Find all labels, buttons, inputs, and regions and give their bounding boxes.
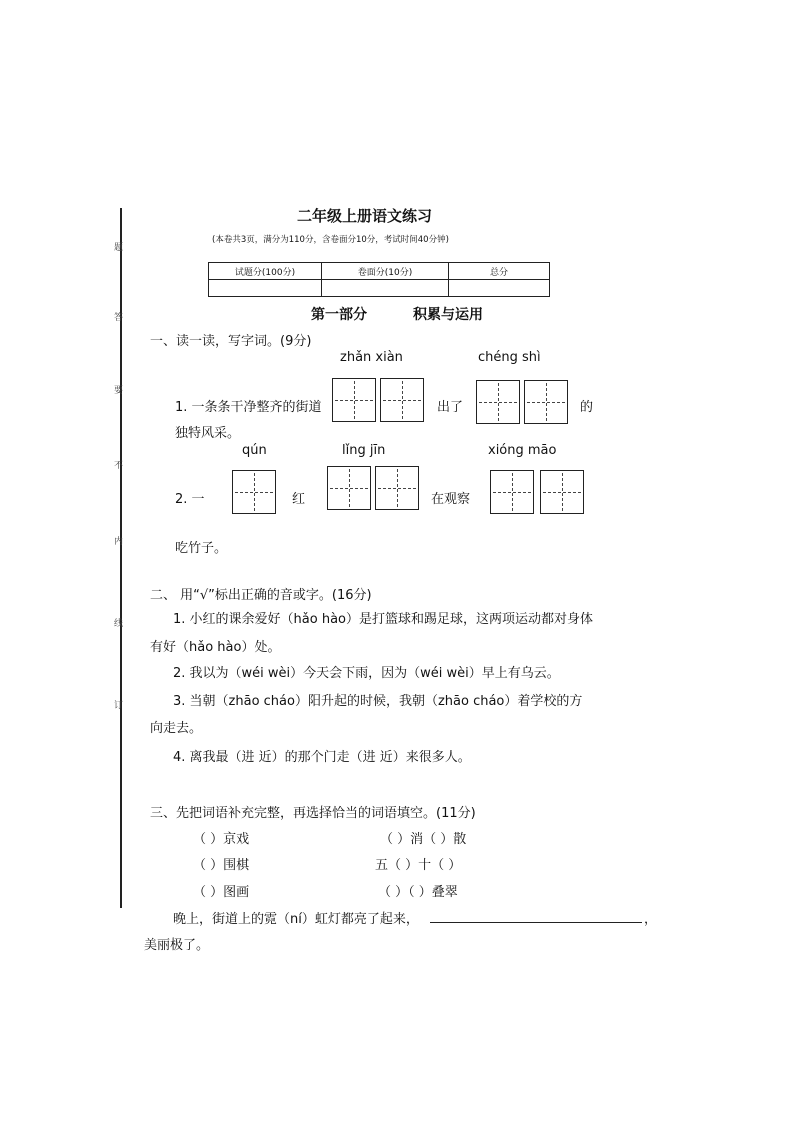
score-cell[interactable]: [449, 280, 550, 297]
page-subtitle: (本卷共3页，满分为110分，含卷面分10分，考试时间40分钟): [212, 235, 449, 245]
writing-grid-box[interactable]: [375, 466, 419, 510]
binding-char: 答: [114, 313, 124, 323]
binding-char: 订: [114, 701, 124, 711]
answer-blank-line[interactable]: [430, 922, 642, 923]
question-text: 在观察: [431, 492, 471, 507]
question-text: ，: [644, 912, 658, 927]
question-text: 独特风采。: [175, 426, 241, 441]
writing-grid-box[interactable]: [327, 466, 371, 510]
writing-grid-box[interactable]: [476, 380, 520, 424]
question-text: 红: [292, 492, 306, 507]
score-header: 总分: [449, 263, 550, 280]
score-cell[interactable]: [322, 280, 449, 297]
fill-item[interactable]: （ ）消（ ）散: [380, 832, 467, 847]
question-line: 1. 小红的课余爱好（hǎo hào）是打篮球和踢足球，这两项运动都对身体: [173, 612, 593, 627]
question-text: 的: [580, 400, 594, 415]
score-table: [208, 262, 550, 297]
binding-char: 题: [114, 243, 124, 253]
fill-item[interactable]: 五（ ）十（ ）: [375, 858, 462, 873]
writing-grid-box[interactable]: [540, 470, 584, 514]
score-cell[interactable]: [209, 280, 322, 297]
binding-char: 线: [114, 619, 124, 629]
fill-item[interactable]: （ ）图画: [193, 885, 250, 900]
fill-item[interactable]: （ ）京戏: [193, 832, 250, 847]
binding-char: 不: [114, 461, 124, 471]
page-title: 二年级上册语文练习: [297, 207, 433, 225]
writing-grid-box[interactable]: [332, 378, 376, 422]
question-line: 有好（hǎo hào）处。: [150, 640, 281, 655]
fill-item[interactable]: （ ）（ ）叠翠: [378, 885, 458, 900]
question-text: 1. 一条条干净整齐的街道: [175, 400, 322, 415]
pinyin: qún: [242, 443, 267, 458]
section-heading: 三、先把词语补充完整，再选择恰当的词语填空。(11分): [150, 806, 476, 821]
pinyin: xióng māo: [488, 443, 557, 458]
question-text: 美丽极了。: [144, 938, 210, 953]
question-text: 吃竹子。: [175, 541, 228, 556]
question-line: 4. 离我最（进 近）的那个门走（进 近）来很多人。: [173, 750, 471, 765]
writing-grid-box[interactable]: [232, 470, 276, 514]
binding-char: 要: [114, 386, 124, 396]
question-line: 3. 当朝（zhāo cháo）阳升起的时候，我朝（zhāo cháo）着学校的方: [173, 694, 583, 709]
score-header: 卷面分(10分): [322, 263, 449, 280]
pinyin: zhǎn xiàn: [340, 350, 403, 365]
section-heading: 一、读一读，写字词。(9分): [150, 334, 312, 349]
writing-grid-box[interactable]: [490, 470, 534, 514]
part-title: 第一部分: [311, 307, 367, 323]
score-header: 试题分(100分): [209, 263, 322, 280]
question-text: 2. 一: [175, 492, 205, 507]
question-line: 向走去。: [150, 721, 203, 736]
binding-char: 内: [114, 537, 124, 547]
writing-grid-box[interactable]: [524, 380, 568, 424]
pinyin: chéng shì: [478, 350, 541, 365]
pinyin: lǐng jīn: [342, 443, 386, 458]
fill-item[interactable]: （ ）围棋: [193, 858, 250, 873]
question-text: 晚上，街道上的霓（ní）虹灯都亮了起来，: [173, 912, 419, 927]
part-subtitle: 积累与运用: [413, 307, 483, 323]
writing-grid-box[interactable]: [380, 378, 424, 422]
question-line: 2. 我以为（wéi wèi）今天会下雨，因为（wéi wèi）早上有乌云。: [173, 666, 560, 681]
section-heading: 二、 用“√”标出正确的音或字。(16分): [150, 588, 372, 603]
question-text: 出了: [437, 400, 464, 415]
